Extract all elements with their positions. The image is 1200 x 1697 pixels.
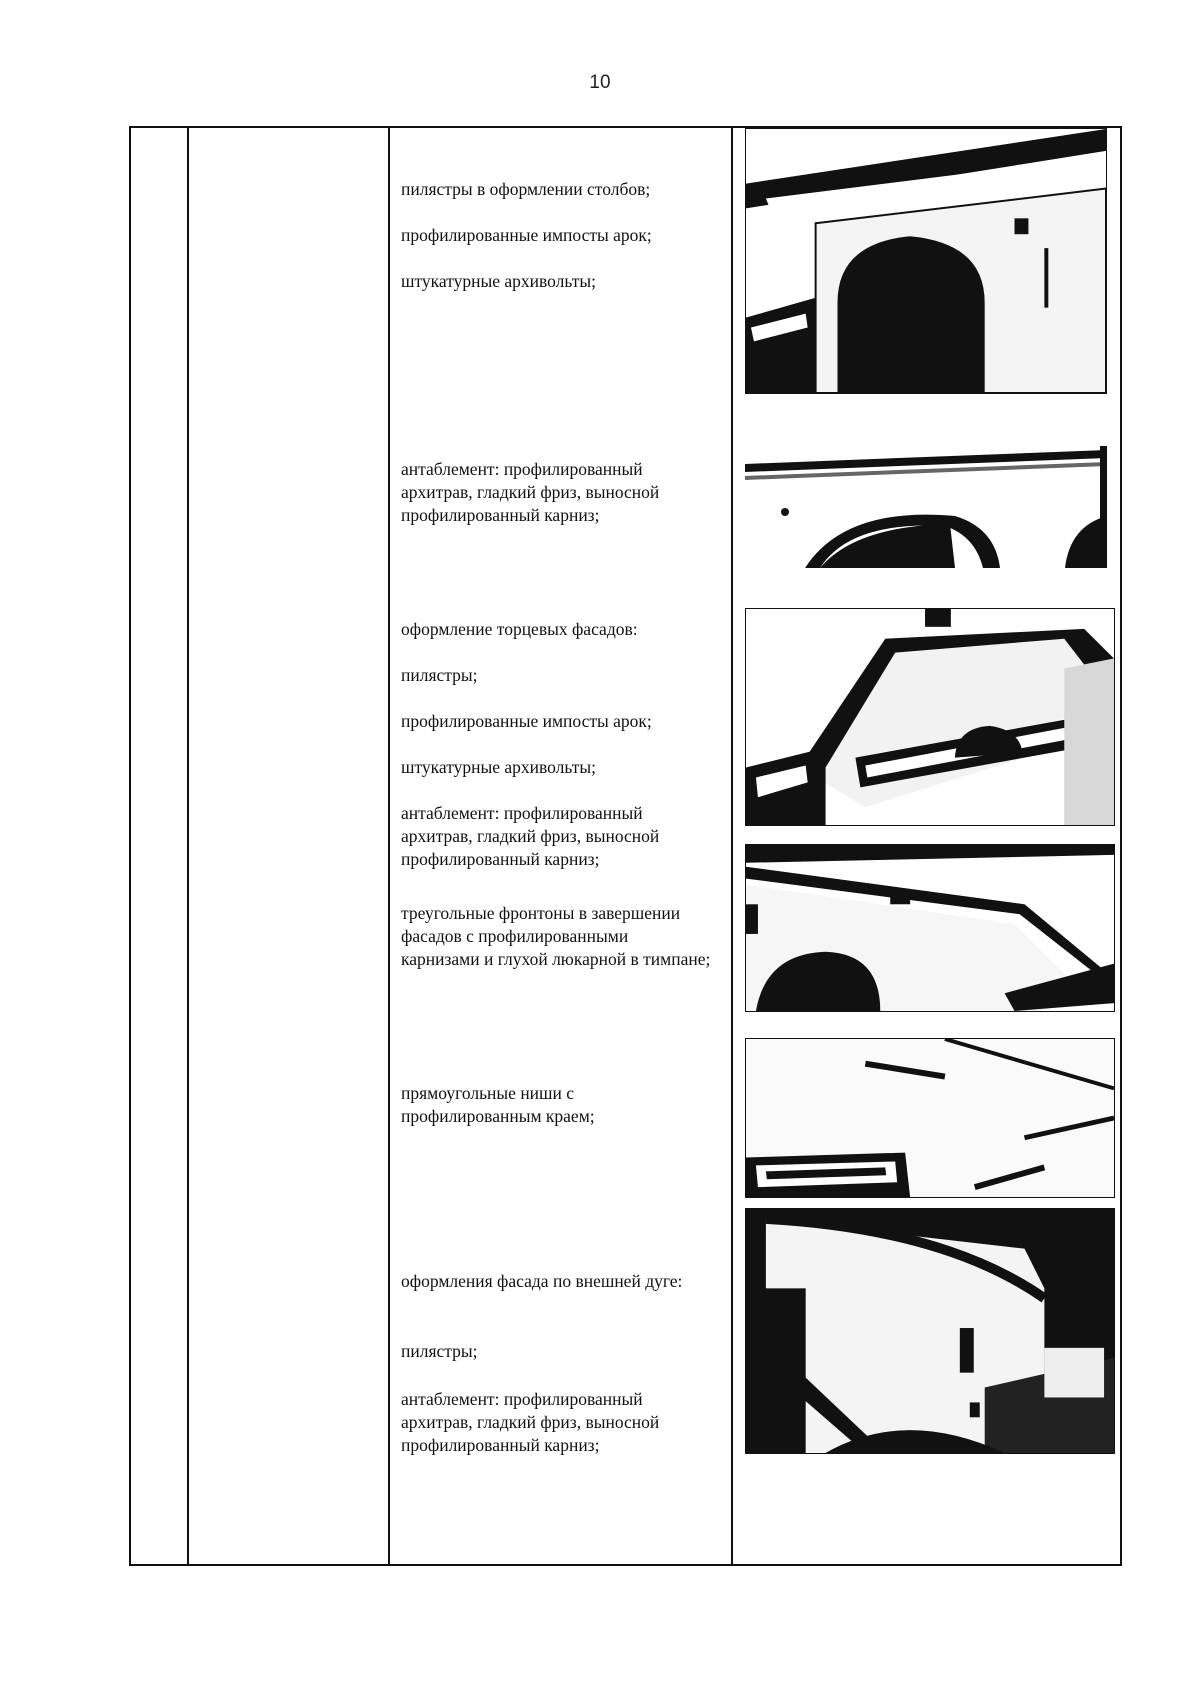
feature-item: антаблемент: профилированный архитрав, гладкий фриз, выносной профилированный карниз; xyxy=(401,803,660,869)
feature-item: штукатурные архивольты; xyxy=(401,271,596,291)
page-number: 10 xyxy=(589,72,611,93)
end-facade-pediment-photo xyxy=(745,608,1115,826)
feature-item: оформление торцевых фасадов: xyxy=(401,619,638,639)
table-column-divider xyxy=(731,128,733,1564)
triangular-pediment-photo xyxy=(745,844,1115,1012)
table-column-divider xyxy=(388,128,390,1564)
feature-item: пилястры в оформлении столбов; xyxy=(401,179,651,199)
feature-item: оформления фасада по внешней дуге: xyxy=(401,1271,683,1291)
document-table xyxy=(129,126,1122,1566)
feature-item: штукатурные архивольты; xyxy=(401,757,596,777)
rectangular-niche-photo xyxy=(745,1038,1115,1198)
feature-item: антаблемент: профилированный архитрав, гладкий фриз, выносной профилированный карниз; xyxy=(401,459,660,525)
curved-facade-photo xyxy=(745,1208,1115,1454)
feature-item: прямоугольные ниши с профилированным краем; xyxy=(401,1083,595,1126)
feature-item: профилированные импосты арок; xyxy=(401,225,652,245)
feature-item: пилястры; xyxy=(401,1341,478,1361)
feature-item: треугольные фронтоны в завершении фасадов с профилированными карнизами и глухой люкарной в тимпане; xyxy=(401,903,711,969)
feature-item: пилястры; xyxy=(401,665,478,685)
feature-item: профилированные импосты арок; xyxy=(401,711,652,731)
table-column-divider xyxy=(187,128,189,1564)
arch-pillar-photo xyxy=(745,128,1107,394)
entablature-arcade-photo xyxy=(745,446,1107,568)
feature-item: антаблемент: профилированный архитрав, гладкий фриз, выносной профилированный карниз; xyxy=(401,1389,660,1455)
